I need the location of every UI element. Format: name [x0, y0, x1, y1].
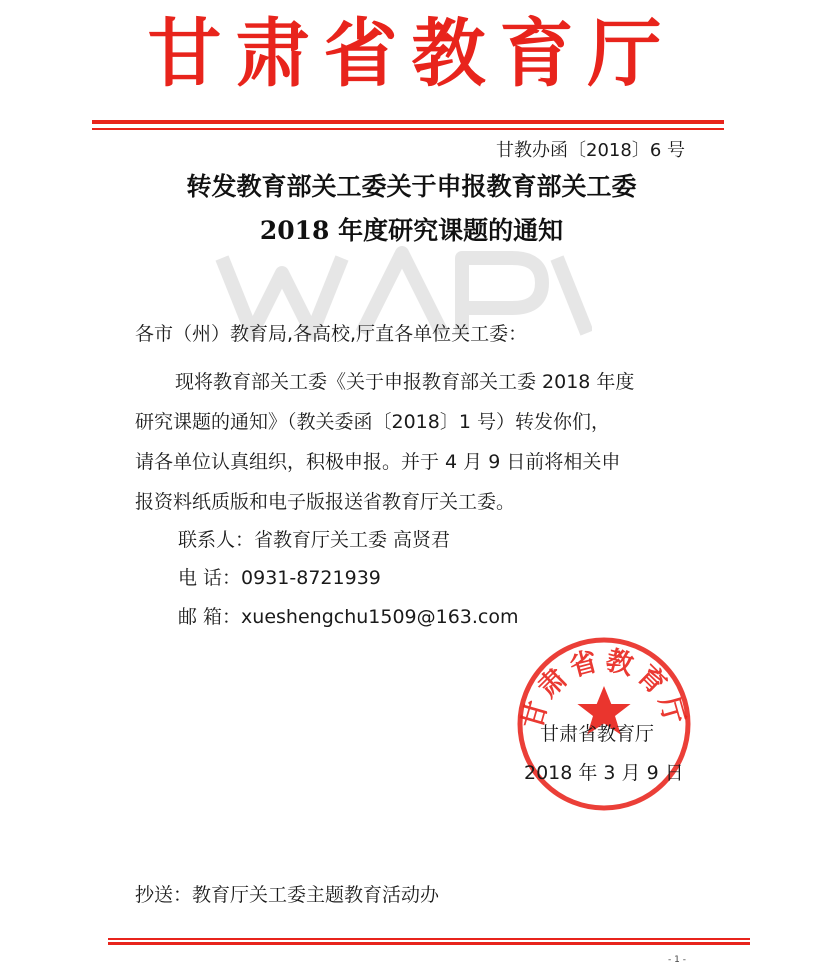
letterhead-rule-thin	[92, 128, 724, 130]
body-line-3: 请各单位认真组织，积极申报。并于 4 月 9 日前将相关申	[135, 451, 621, 473]
body-line-2: 研究课题的通知》（教关委函〔2018〕1 号）转发你们，	[135, 411, 610, 433]
salutation: 各市（州）教育局,各高校,厅直各单位关工委：	[135, 323, 528, 345]
contact-email: 邮 箱：xueshengchu1509@163.com	[178, 606, 519, 628]
footer-rule-thin	[108, 938, 750, 940]
letterhead-title: 甘肃省教育厅	[147, 11, 676, 97]
page-number: - 1 -	[668, 955, 686, 965]
body-line-1: 现将教育部关工委《关于申报教育部关工委 2018 年度	[175, 371, 635, 393]
letterhead-rule-thick	[92, 120, 724, 124]
svg-text:甘肃省教育厅: 甘肃省教育厅	[516, 644, 692, 733]
document-title-line2: 2018 年度研究课题的通知	[259, 216, 564, 245]
signing-organization: 甘肃省教育厅	[540, 723, 655, 745]
body-paragraph	[135, 362, 634, 522]
document-number: 甘教办函〔2018〕6 号	[496, 140, 685, 161]
cc-line: 抄送：教育厅关工委主题教育活动办	[135, 884, 440, 906]
signing-date: 2018 年 3 月 9 日	[524, 762, 684, 784]
document-title-line1: 转发教育部关工委关于申报教育部关工委	[186, 172, 637, 201]
footer-rule-thick	[108, 942, 750, 945]
contact-phone: 电 话：0931-8721939	[178, 567, 381, 589]
body-line-4: 报资料纸质版和电子版报送省教育厅关工委。	[135, 491, 516, 513]
contact-person: 联系人：省教育厅关工委 高贤君	[178, 529, 451, 551]
